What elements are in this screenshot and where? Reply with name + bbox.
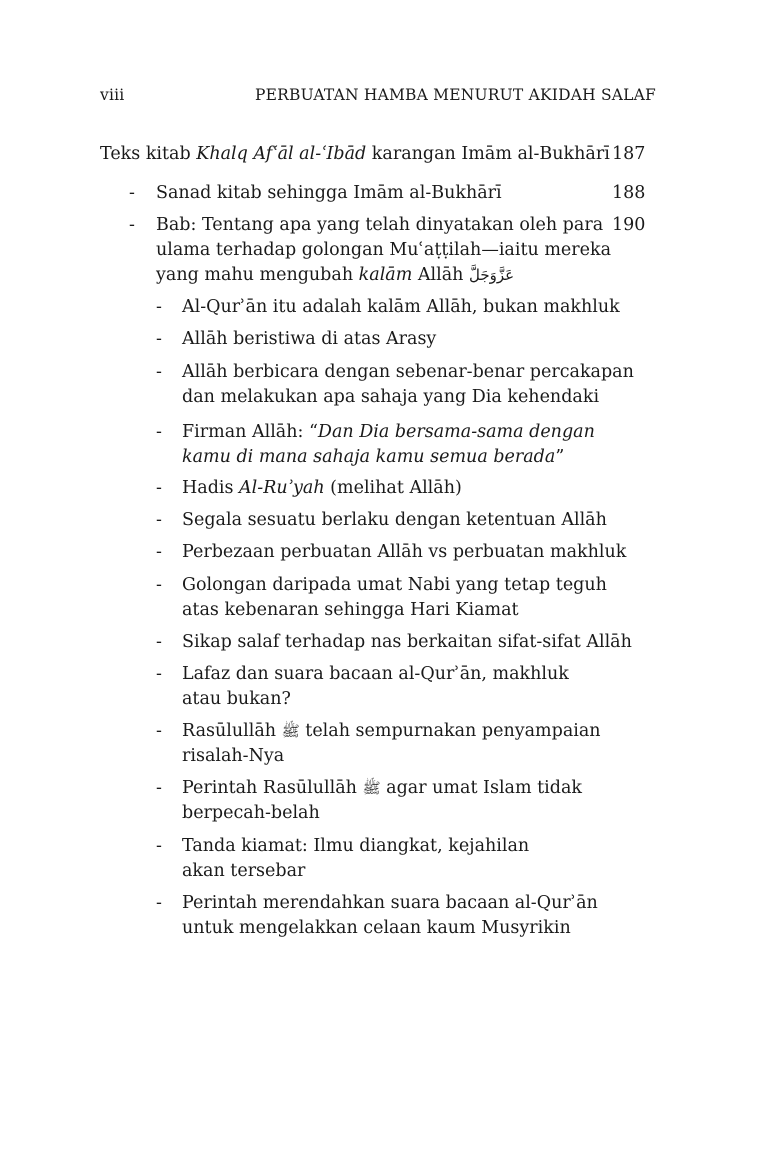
toc-subentry[interactable]: Lafaz dan suara bacaan al-Qurʾān, makhluk atau bukan? [182,664,569,709]
toc-page-main: 187 [612,144,646,164]
toc-entry-sanad[interactable]: Sanad kitab sehingga Imām al-Bukhārī [156,183,502,203]
salawat-glyph: ﷺ [281,722,300,740]
toc-dash: - [156,836,162,856]
honorific-glyph: عَزَّوَجَلَّ [469,266,515,284]
toc-dash: - [156,510,162,530]
toc-page-bab: 190 [612,215,646,235]
toc-dash: - [156,664,162,684]
toc-entry-main[interactable]: Teks kitab Khalq Afʿāl al-ʿIbād karangan Imām al-Bukhārī [100,144,610,164]
toc-dash: - [156,478,162,498]
toc-dash: - [156,893,162,913]
toc-subentry[interactable]: Tanda kiamat: Ilmu diangkat, kejahilan akan tersebar [182,836,530,881]
toc-dash: - [129,215,135,235]
toc-dash: - [156,297,162,317]
toc-subentry[interactable]: Rasūlullāh ﷺ telah sempurnakan penyampaian risalah-Nya [182,721,601,766]
kitab-title: Khalq Afʿāl al-ʿIbād [196,144,367,164]
toc-subentry[interactable]: Perintah merendahkan suara bacaan al-Qurʾān untuk mengelakkan celaan kaum Musyrikin [182,893,598,938]
page-number: viii [100,86,125,104]
toc-dash: - [156,632,162,652]
toc-dash: - [156,329,162,349]
toc-page-sanad: 188 [612,183,646,203]
toc-dash: - [156,362,162,382]
toc-dash: - [156,778,162,798]
toc-entry-bab[interactable]: Bab: Tentang apa yang telah dinyatakan oleh para ulama terhadap golongan Muʿaṭṭilah—iaitu mereka yang mahu mengubah kalām Allāh عَزَّوَجَلَّ [156,215,612,285]
toc-subentry[interactable]: Allāh berbicara dengan sebenar-benar percakapan dan melakukan apa sahaja yang Dia kehendaki [182,362,634,407]
toc-dash: - [156,575,162,595]
toc-dash: - [156,542,162,562]
toc-subentry[interactable]: Perintah Rasūlullāh ﷺ agar umat Islam tidak berpecah-belah [182,778,582,823]
salawat-glyph: ﷺ [362,779,381,797]
toc-subentry[interactable]: Sikap salaf terhadap nas berkaitan sifat-sifat Allāh [182,632,632,652]
toc-dash: - [156,721,162,741]
toc-subentry[interactable]: Hadis Al-Ruʾyah (melihat Allāh) [182,478,462,498]
toc-subentry[interactable]: Perbezaan perbuatan Allāh vs perbuatan makhluk [182,542,627,562]
toc-subentry[interactable]: Al-Qurʾān itu adalah kalām Allāh, bukan makhluk [182,297,620,317]
book-title: PERBUATAN HAMBA MENURUT AKIDAH SALAF [254,86,656,104]
toc-subentry[interactable]: Allāh beristiwa di atas Arasy [182,329,437,349]
toc-subentry[interactable]: Firman Allāh: “Dan Dia bersama-sama dengan kamu di mana sahaja kamu semua berada” [182,422,595,467]
toc-dash: - [156,422,162,442]
toc-subentry[interactable]: Golongan daripada umat Nabi yang tetap teguh atas kebenaran sehingga Hari Kiamat [182,575,607,620]
toc-dash: - [129,183,135,203]
toc-subentry[interactable]: Segala sesuatu berlaku dengan ketentuan Allāh [182,510,607,530]
